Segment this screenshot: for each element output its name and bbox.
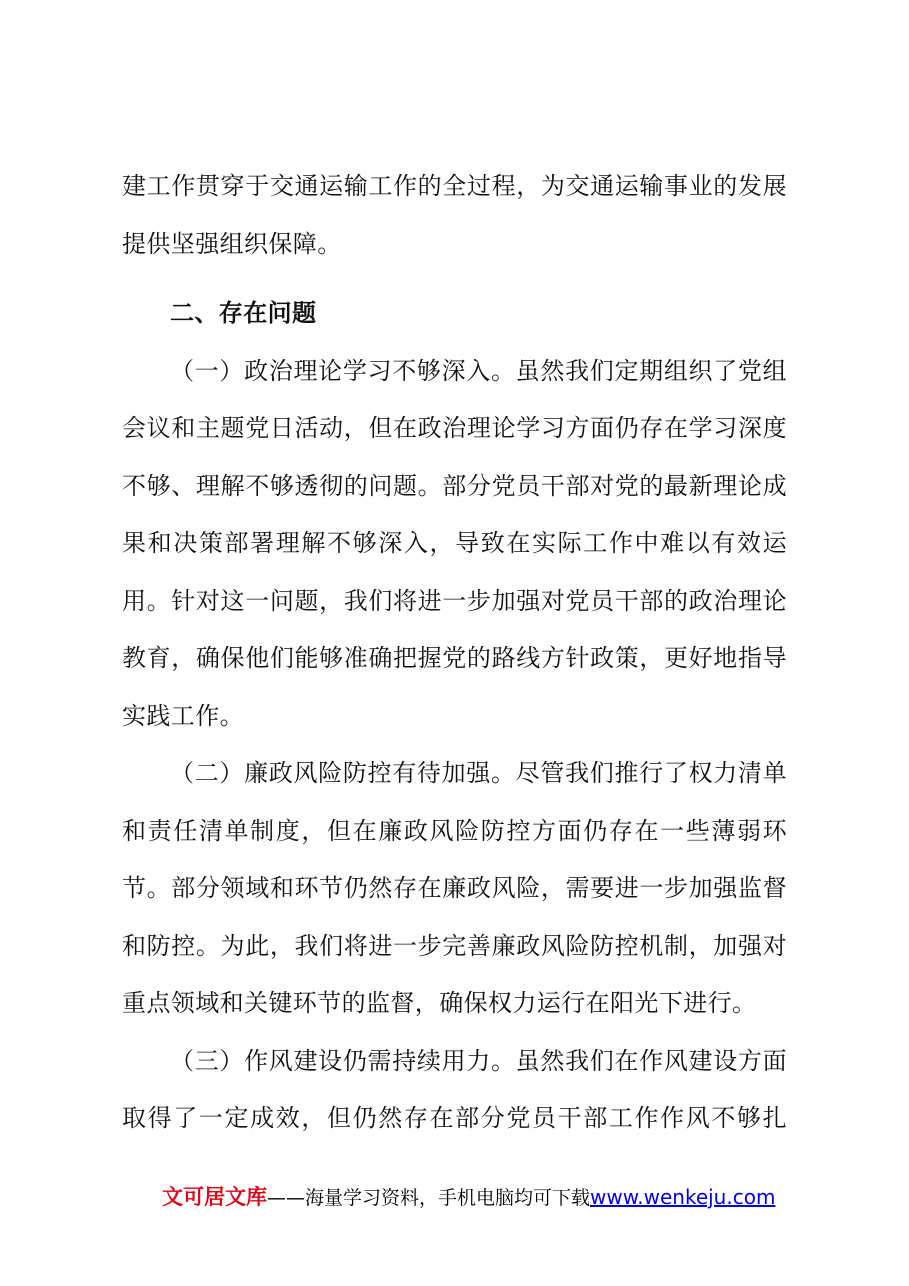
text-line: 教育，确保他们能够准确把握党的路线方针政策，更好地指导 bbox=[122, 644, 787, 672]
text-line: 用。针对这一问题，我们将进一步加强对党员干部的政治理论 bbox=[122, 586, 787, 615]
text-line: 节。部分领域和环节仍然存在廉政风险，需要进一步加强监督 bbox=[122, 874, 787, 902]
footer-brand: 文可居文库 bbox=[162, 1185, 267, 1209]
text-line: 和责任清单制度，但在廉政风险防控方面仍存在一些薄弱环 bbox=[122, 816, 787, 845]
text-line: 和防控。为此，我们将进一步完善廉政风险防控机制，加强对 bbox=[122, 931, 787, 960]
text-line: （一）政治理论学习不够深入。虽然我们定期组织了党组 bbox=[170, 356, 787, 385]
text-line: 提供坚强组织保障。 bbox=[122, 229, 342, 258]
text-line: （三）作风建设仍需持续用力。虽然我们在作风建设方面 bbox=[170, 1046, 787, 1075]
text-line: 取得了一定成效，但仍然存在部分党员干部工作作风不够扎 bbox=[122, 1104, 787, 1132]
text-line: 不够、理解不够透彻的问题。部分党员干部对党的最新理论成 bbox=[122, 471, 787, 500]
footer-link[interactable]: www.wenkeju.com bbox=[590, 1185, 776, 1209]
text-line: 会议和主题党日活动，但在政治理论学习方面仍存在学习深度 bbox=[122, 414, 787, 442]
footer-banner bbox=[162, 1183, 775, 1211]
text-line: 果和决策部署理解不够深入，导致在实际工作中难以有效运 bbox=[122, 529, 787, 557]
footer-dash: —— bbox=[267, 1187, 305, 1209]
text-line: 建工作贯穿于交通运输工作的全过程，为交通运输事业的发展 bbox=[122, 172, 787, 200]
text-line: 重点领域和关键环节的监督，确保权力运行在阳光下进行。 bbox=[122, 989, 757, 1017]
text-line: （二）廉政风险防控有待加强。尽管我们推行了权力清单 bbox=[170, 759, 787, 787]
section-heading: 二、存在问题 bbox=[170, 299, 317, 327]
footer-slogan: 海量学习资料，手机电脑均可下载 bbox=[305, 1187, 591, 1209]
document-body bbox=[122, 158, 787, 1148]
text-line: 实践工作。 bbox=[122, 701, 244, 730]
